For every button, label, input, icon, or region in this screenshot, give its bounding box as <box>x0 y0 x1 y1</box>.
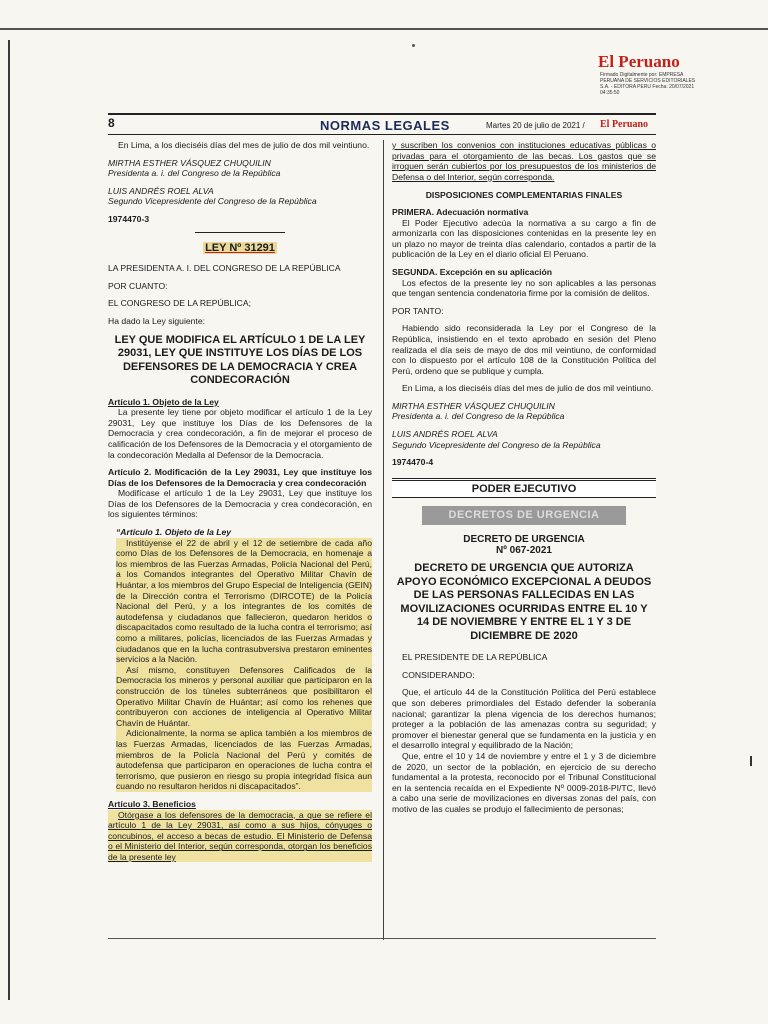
primera-heading: PRIMERA. Adecuación normativa <box>392 206 529 217</box>
footer-rule <box>108 938 656 939</box>
closing-date: En Lima, a los dieciséis días del mes de julio de dos mil veintiuno. <box>118 140 370 150</box>
signatory-name: LUIS ANDRÉS ROEL ALVA <box>392 429 498 440</box>
article-3-heading: Artículo 3. Beneficios <box>108 798 196 809</box>
article-2-heading: Artículo 2. Modificación de la Ley 29031, Ley que instituye los Días de los Defensores de la Democracia y crea condecoración <box>108 467 372 488</box>
segunda-text: Los efectos de la presente ley no son aplicables a las personas que tengan sentencia condenatoria firme por la comisión de delitos. <box>392 277 656 299</box>
por-tanto: POR TANTO: <box>392 305 444 316</box>
header-rule-bottom <box>108 134 656 135</box>
publication-code: 1974470-3 <box>108 213 150 224</box>
scan-edge-top <box>0 28 768 30</box>
congress-line: EL CONGRESO DE LA REPÚBLICA; <box>108 298 251 309</box>
left-column <box>108 140 372 869</box>
article-1-text: La presente ley tiene por objeto modificar el artículo 1 de la Ley 29031, Ley que instituye los Días de los Defensores de la Democracia y crea condecoración, a fin de mejorar el proceso de calificación de los Defensores de la Democracia y el otorgamiento de la condecoración Medalla al Defensor de la Democracia. <box>108 407 372 460</box>
considerando: CONSIDERANDO: <box>402 669 475 680</box>
quoted-paragraph-3: Adicionalmente, la norma se aplica también a los miembros de las Fuerzas Armadas, licenciados de las Fuerzas Armadas, miembros de la Policía Nacional del Perú y comités de autodefensa que participaron en operaciones de lucha contra el terrorismo, que pusieron en riesgo su propia integridad física aun cuando no resultaron heridos ni discapacitados”. <box>116 728 372 792</box>
por-cuanto: POR CUANTO: <box>108 280 168 291</box>
right-column <box>392 140 656 822</box>
header-brand-logo: El Peruano <box>600 119 649 130</box>
digital-signature-logo: El Peruano <box>598 52 680 71</box>
whereas-1: Que, el artículo 44 de la Constitución Política del Perú establece que son deberes primordiales del Estado defender la soberanía nacional; garantizar la plena vigencia de los derechos humanos; proteger a la población de las amenazas contra su seguridad; y promover el bienestar general que se fundamenta en la justicia y en el desarrollo integral y equilibrado de la Nación; <box>392 687 656 751</box>
law-number: LEY Nº 31291 <box>205 241 275 254</box>
decretos-urgencia-band: DECRETOS DE URGENCIA <box>422 506 626 525</box>
article-2-text: Modifícase el artículo 1 de la Ley 29031, Ley que instituye los Días de los Defensores de la Democracia y crea condecoración, en los siguientes términos: <box>108 488 372 520</box>
section-title: NORMAS LEGALES <box>320 118 450 133</box>
scan-edge-left <box>8 40 10 1000</box>
final-provisions-title: DISPOSICIONES COMPLEMENTARIAS FINALES <box>425 190 623 201</box>
issue-date: Martes 20 de julio de 2021 / <box>486 121 585 130</box>
law-title: LEY QUE MODIFICA EL ARTÍCULO 1 DE LA LEY 29031, LEY QUE INSTITUYE LOS DÍAS DE LOS DEFENSORES DE LA DEMOCRACIA Y CREA CONDECORACIÓN <box>114 333 366 387</box>
president-line: EL PRESIDENTE DE LA REPÚBLICA <box>402 652 548 663</box>
primera-text: El Poder Ejecutivo adecúa la normativa a su cargo a fin de armonizarla con las disposiciones contenidas en la presente ley en un plazo no mayor de treinta días calendario, contados a partir de la publicación de la Ley en el diario oficial El Peruano. <box>392 217 656 260</box>
article-3-continuation: y suscriben los convenios con instituciones educativas públicas o privadas para el otorgamiento de las becas. Los gastos que se irroguen serán cubiertos por los presupuestos de los ministerios de Defensa o del Interior, según corresponda. <box>392 140 656 182</box>
quoted-paragraph-2: Así mismo, constituyen Defensores Calificados de la Democracia los mineros y personal auxiliar que participaron en la construcción de los túneles subterráneos que posibilitaron el Operativo Militar Chavín de Huántar; así como los rehenes que contribuyeron con acciones de inteligencia al Operativo Militar Chavín de Huántar. <box>116 664 372 728</box>
signatory-name: MIRTHA ESTHER VÁSQUEZ CHUQUILIN <box>108 157 271 168</box>
header-rule-top <box>108 113 656 115</box>
page-number: 8 <box>108 116 115 130</box>
signatory-name: LUIS ANDRÉS ROEL ALVA <box>108 185 214 196</box>
reconsideration-text: Habiendo sido reconsiderada la Ley por el Congreso de la República, insistiendo en el texto aprobado en sesión del Pleno realizada el día seis de mayo de dos mil veintiuno, de conformidad con lo dispuesto por el artículo 108 de la Constitución Política del Perú, ordeno que se publique y cumpla. <box>392 323 656 376</box>
closing-date: En Lima, a los dieciséis días del mes de julio de dos mil veintiuno. <box>402 383 654 394</box>
segunda-heading: SEGUNDA. Excepción en su aplicación <box>392 266 552 277</box>
publication-code: 1974470-4 <box>392 457 434 468</box>
signatory-role: Segundo Vicepresidente del Congreso de la República <box>108 196 317 207</box>
decree-subject: DECRETO DE URGENCIA QUE AUTORIZA APOYO ECONÓMICO EXCEPCIONAL A DEUDOS DE LAS PERSONAS FALLECIDAS EN LAS MOVILIZACIONES OCURRIDAS ENTRE EL 10 Y 14 DE NOVIEMBRE Y ENTRE EL 1 Y 3 DE DICIEMBRE DE 2020 <box>396 562 652 642</box>
poder-ejecutivo-band: PODER EJECUTIVO <box>392 478 656 499</box>
signatory-name: MIRTHA ESTHER VÁSQUEZ CHUQUILIN <box>392 400 555 411</box>
decree-number: Nº 067-2021 <box>496 544 552 556</box>
whereas-2: Que, entre el 10 y 14 de noviembre y entre el 1 y 3 de diciembre de 2020, un sector de la población, en ejercicio de su derecho fundamental a la protesta, reconocido por el Tribunal Constitucional en la sentencia recaída en el Expediente Nº 0009-2018-PI/TC, llevó a cabo una serie de movilizaciones en diversas zonas del país, con motivo de las cuales se produjo el fallecimiento de personas; <box>392 750 656 814</box>
given-law: Ha dado la Ley siguiente: <box>108 315 205 326</box>
scan-speck <box>412 44 415 47</box>
decree-title: DECRETO DE URGENCIA <box>463 534 585 546</box>
article-1-heading: Artículo 1. Objeto de la Ley <box>108 396 219 407</box>
article-3-text: Otórgase a los defensores de la democracia, a que se refiere el artículo 1 de la Ley 29031, así como a sus hijos, cónyuges o concubinos, el acceso a becas de estudio. El Ministerio de Defensa o el Ministerio del Interior, según corresponda, otorgan los beneficios de la presente ley <box>108 809 372 862</box>
quoted-article-heading: “Artículo 1. Objeto de la Ley <box>116 527 232 538</box>
signatory-role: Presidenta a. i. del Congreso de la República <box>392 411 565 422</box>
signatory-role: Segundo Vicepresidente del Congreso de la República <box>392 439 601 450</box>
column-divider <box>383 140 384 940</box>
separator <box>195 232 285 233</box>
quoted-paragraph-1: Institúyense el 22 de abril y el 12 de setiembre de cada año como Días de los Defensores de la Democracia, en homenaje a los miembros de las Fuerzas Armadas, Policía Nacional del Perú, a los Comandos integrantes del Operativo Militar Chavín de Huántar, a los miembros del Grupo Especial de Inteligencia (GEIN) de la Dirección contra el Terrorismo (DIRCOTE) de la Policía Nacional del Perú, y a los integrantes de los comités de autodefensa y ciudadanos que fallecieron, quedaron heridos o discapacitados como resultado de la lucha contra el terrorismo; así como a militares, policías, licenciados de las Fuerzas Armadas y ciudadanos que en la lucha contrasubversiva prestaron eminentes servicios a la Nación. <box>116 537 372 665</box>
issuer: LA PRESIDENTA A. I. DEL CONGRESO DE LA REPÚBLICA <box>108 263 341 274</box>
signatory-role: Presidenta a. i. del Congreso de la República <box>108 168 281 179</box>
digital-signature-text: Firmado Digitalmente por: EMPRESA PERUANA DE SERVICIOS EDITORIALES S.A. - EDITORA PERU Fecha: 20/07/2021 04:35:50 <box>600 72 696 96</box>
margin-mark <box>750 756 752 766</box>
